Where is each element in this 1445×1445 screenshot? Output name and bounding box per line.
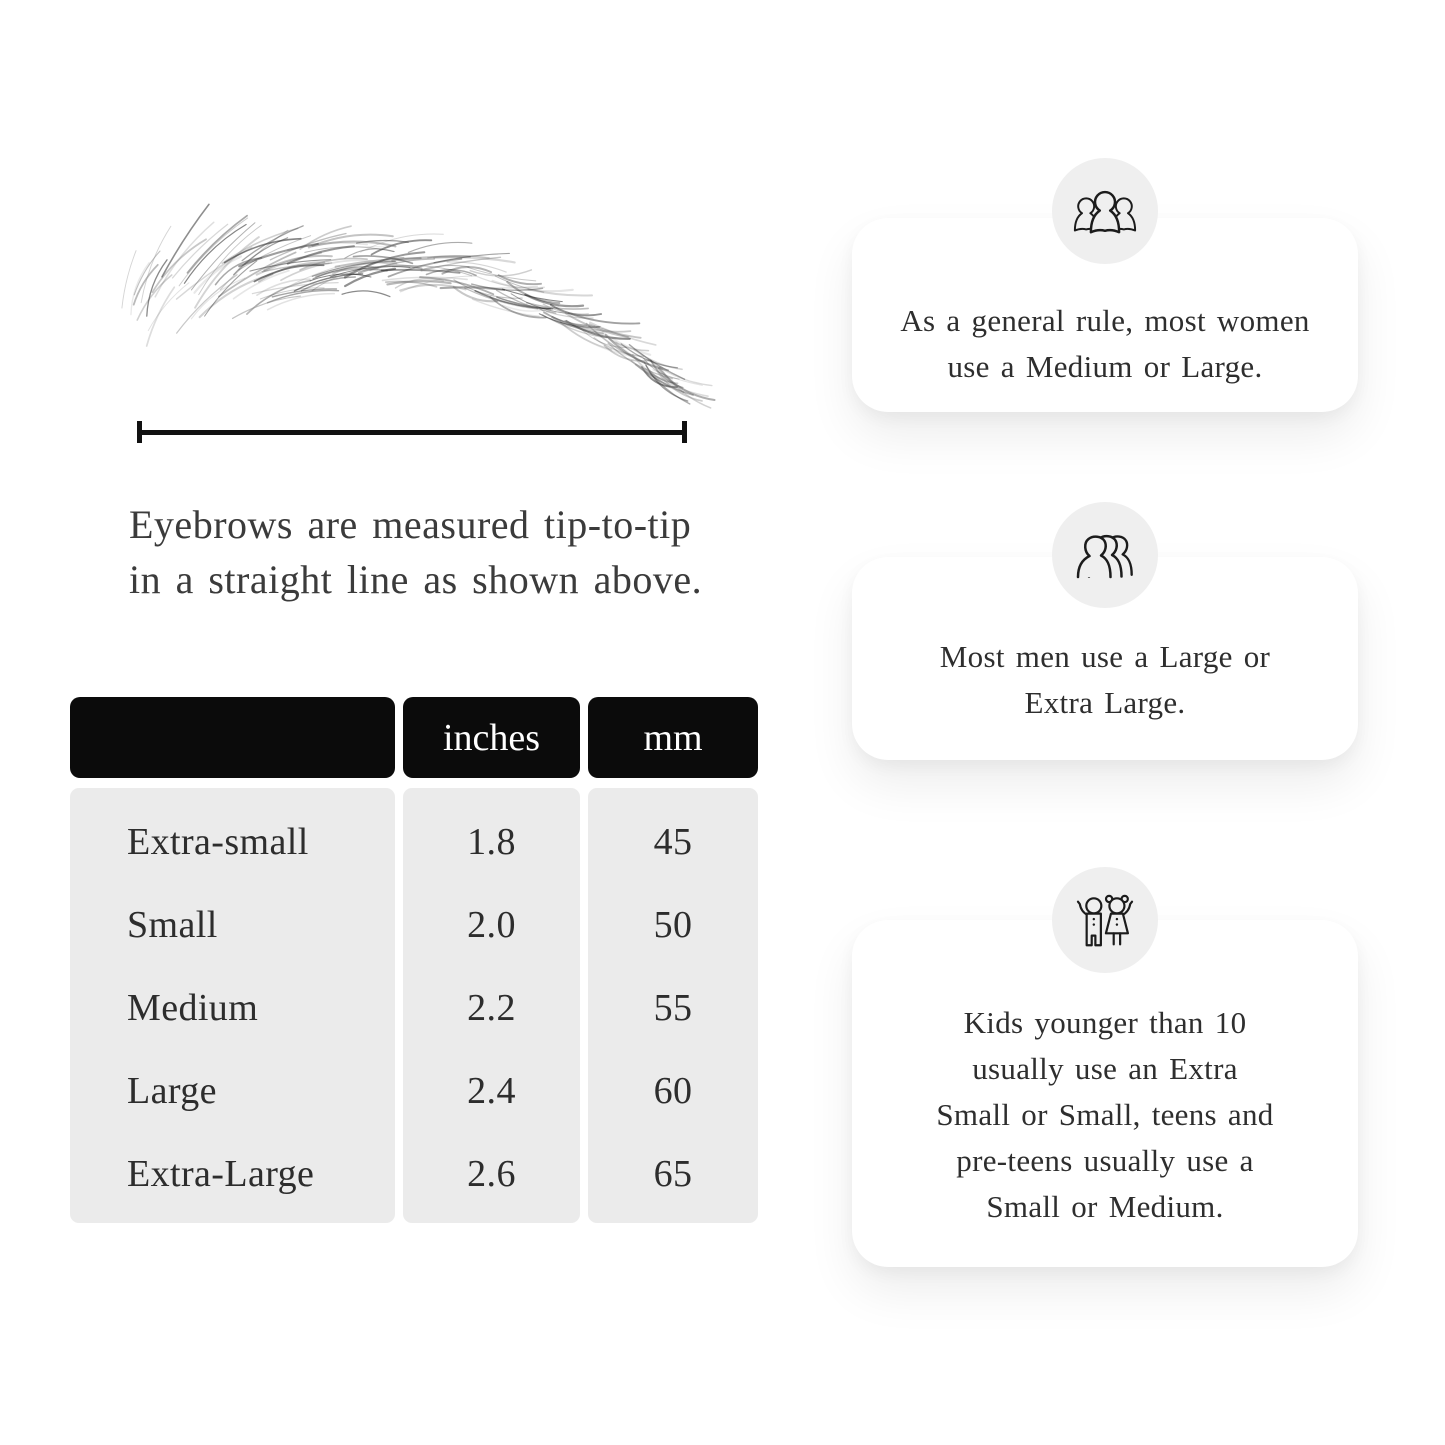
card-text-line: Small or Small, teens and [936, 1097, 1274, 1132]
column-header-inches: inches [403, 697, 580, 778]
card-text-line: pre-teens usually use a [956, 1143, 1254, 1178]
size-chart-table [70, 697, 758, 1223]
caption-line: in a straight line as shown above. [129, 557, 703, 602]
men-group-icon-svg [1072, 529, 1138, 581]
women-group-icon [1052, 158, 1158, 264]
kids-icon-svg [1072, 892, 1138, 949]
card-text-line: Kids younger than 10 [963, 1005, 1247, 1040]
card-text-line: use a Medium or Large. [947, 349, 1263, 384]
info-card-women [852, 218, 1358, 412]
column-header-size [70, 697, 395, 778]
size-name: Medium [127, 986, 259, 1029]
inches-value: 2.6 [467, 1152, 516, 1195]
card-text-line: Small or Medium. [986, 1189, 1224, 1224]
mm-value: 55 [653, 986, 693, 1029]
inches-value: 1.8 [467, 820, 516, 863]
inches-value: 2.0 [467, 903, 516, 946]
mm-value: 50 [653, 903, 693, 946]
size-name: Large [127, 1069, 217, 1112]
mm-value: 45 [653, 820, 693, 863]
measurement-line [137, 421, 687, 443]
size-name: Extra-small [127, 820, 309, 863]
size-name: Extra-Large [127, 1152, 315, 1195]
measurement-caption [129, 497, 702, 607]
mm-value: 60 [653, 1069, 693, 1112]
mm-value: 65 [653, 1152, 693, 1195]
measure-tick-right [682, 421, 687, 443]
info-card-kids [852, 920, 1358, 1267]
kids-icon [1052, 867, 1158, 973]
card-text-line: Extra Large. [1024, 685, 1186, 720]
card-text-line: usually use an Extra [972, 1051, 1238, 1086]
measure-bar [142, 430, 682, 435]
inches-column [403, 788, 580, 1223]
women-group-icon-svg [1073, 187, 1137, 236]
size-name-column [70, 788, 395, 1223]
size-name: Small [127, 903, 218, 946]
size-table-header-row [70, 697, 758, 778]
caption-line: Eyebrows are measured tip-to-tip [129, 502, 692, 547]
column-header-mm: mm [588, 697, 758, 778]
card-text-line: Most men use a Large or [939, 639, 1271, 674]
size-table-body [70, 788, 758, 1223]
inches-value: 2.2 [467, 986, 516, 1029]
info-card-men [852, 557, 1358, 760]
men-group-icon [1052, 502, 1158, 608]
eyebrow-illustration [104, 238, 694, 390]
card-text-line: As a general rule, most women [900, 303, 1310, 338]
mm-column [588, 788, 758, 1223]
inches-value: 2.4 [467, 1069, 516, 1112]
